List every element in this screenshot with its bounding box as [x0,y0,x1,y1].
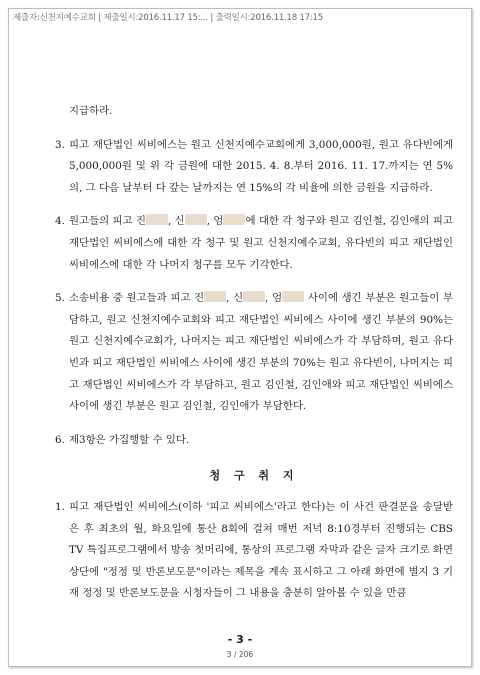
item-text-part: 원고들의 피고 진 [69,215,146,228]
redaction-box [243,291,265,302]
order-item-4 [55,211,453,276]
redaction-box [282,291,304,302]
redaction-box [223,214,245,225]
item-number: 3. [55,138,65,151]
item-number: 1. [55,500,65,513]
submission-stamp: 제출자:신천지예수교회 | 제출일시:2016.11.17 15:... | 출력일시:2016.11.18 17:15 [13,13,323,23]
item-text: 제3항은 가집행할 수 있다. [69,433,190,446]
document-body [55,101,453,617]
document-page [8,8,472,667]
redaction-box [204,291,226,302]
intro-text: 지급하라. [69,105,113,117]
item-text-part: 에 대한 각 청구와 원고 김인철, 김인애의 피고 재단법인 씨비에스에 대한 각 청구 및 원고 신천지예수교회, 유다빈의 피고 재단법인 씨비에스에 대한 각 나머지 청구를 모두 기각한다. [69,215,453,271]
item-text-part: , 신 [226,292,244,305]
section-title: 청 구 취 지 [209,469,299,483]
item-text: 피고 재단법인 씨비에스는 원고 신천지예수교회에게 3,000,000원, 원고 유다빈에게 5,000,000원 및 위 각 금원에 대한 2015. 4. 8.부터 2016. 11. 17.까지는 연 5%의, 그 다음 날부터 다 갚는 날까지는 연 15%의 각 비율에 의한 금원을 지급하라. [69,138,453,194]
order-item-6 [55,430,453,452]
item-text-part: 소송비용 중 원고들과 피고 진 [69,292,205,305]
item-text: 피고 재단법인 씨비에스(이하 '피고 씨비에스'라고 한다)는 이 사건 판결문을 송달받은 후 최초의 월, 화요일에 통산 8회에 걸쳐 매번 저녁 8:10경부터 진행되는 CBS TV 특집프로그램에서 방송 첫머리에, 통상의 프로그램 자막과 같은 글자 크기로 화면 상단에 "정정 및 반론보도문"이라는 제목을 계속 표시하고 그 아래 화면에 별지 3 기재 정정 및 반론보도문을 시청자들이 그 내용을 충분히 알아볼 수 있을 만큼 [69,500,453,600]
order-item-5 [55,288,453,418]
item-number: 6. [55,433,65,446]
claim-item-1 [55,497,453,605]
redaction-box [185,214,207,225]
item-number: 4. [55,215,65,228]
page-number: - 3 - [227,633,253,646]
page-counter: 3 / 206 [226,650,254,659]
item-text-part: , 신 [168,215,185,228]
item-text-part: , 엄 [206,215,224,228]
order-item-3 [55,135,453,200]
item-text-part: , 엄 [265,292,283,305]
redaction-box [146,214,168,225]
item-number: 5. [55,292,65,305]
item-text-part: 사이에 생긴 부분은 원고들이 부담하고, 원고 신천지예수교회와 피고 재단법인 씨비에스 사이에 생긴 부분의 90%는 원고 신천지예수교회가, 나머지는 피고 재단법인 씨비에스가 각 부담하며, 원고 유다빈과 피고 재단법인 씨비에스 사이에 생긴 부분의 70%는 원고 유다빈이, 나머지는 피고 재단법인 씨비에스가 각 부담하고, 원고 김인철, 김인애와 피고 재단법인 씨비에스 사이에 생긴 부분은 원고 김인철, 김인애가 부담한다. [69,292,453,413]
